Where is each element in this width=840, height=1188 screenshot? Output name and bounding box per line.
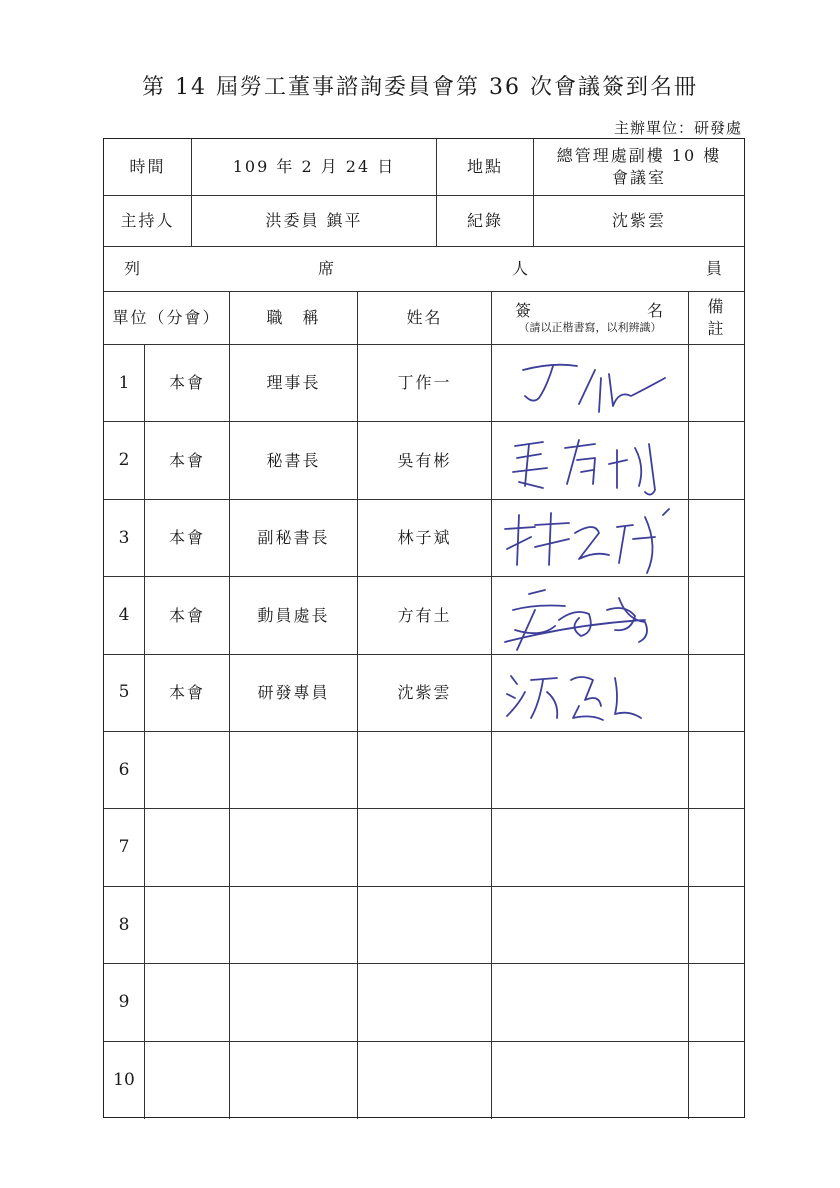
- signature-stroke: [607, 608, 635, 630]
- row-name: 方有土: [358, 577, 492, 654]
- column-header-remark: [689, 292, 744, 345]
- row-remark: [689, 1042, 744, 1119]
- row-number: 2: [104, 422, 145, 499]
- signature-stroke: [523, 365, 577, 370]
- signature-stroke: [529, 590, 545, 594]
- row-unit: [145, 1042, 230, 1119]
- place-value: [534, 139, 744, 196]
- signature-stroke: [573, 706, 603, 720]
- signature-stroke: [559, 612, 591, 636]
- row-title: [230, 809, 358, 886]
- signature-stroke: [645, 517, 653, 573]
- handwritten-signature: [495, 503, 685, 573]
- recorder-label: 紀錄: [437, 196, 534, 247]
- time-label: 時間: [104, 139, 192, 196]
- signature-stroke: [535, 539, 569, 547]
- column-header-title: 職 稱: [230, 292, 358, 345]
- row-remark: [689, 655, 744, 732]
- signature-stroke: [645, 444, 655, 495]
- row-number: 7: [104, 809, 145, 886]
- row-title: 副秘書長: [230, 500, 358, 577]
- row-remark: [689, 887, 744, 964]
- signature-stroke: [513, 468, 547, 472]
- row-title: 動員處長: [230, 577, 358, 654]
- row-title: [230, 964, 358, 1041]
- host-value: 洪委員 鎮平: [192, 196, 437, 247]
- row-remark: [689, 500, 744, 577]
- signature-stroke: [531, 678, 557, 680]
- row-number: 4: [104, 577, 145, 654]
- row-number: 1: [104, 345, 145, 422]
- remark-header-line2: 註: [707, 319, 726, 338]
- row-title: 秘書長: [230, 422, 358, 499]
- recorder-value: 沈紫雲: [534, 196, 744, 247]
- row-signature: [492, 577, 689, 654]
- row-unit: 本會: [145, 577, 230, 654]
- signature-stroke: [615, 678, 641, 718]
- attendees-header: [104, 247, 744, 292]
- row-signature: [492, 1042, 689, 1119]
- row-number: 10: [104, 1042, 145, 1119]
- row-name: 丁作一: [358, 345, 492, 422]
- row-number: 3: [104, 500, 145, 577]
- row-signature: [492, 732, 689, 809]
- row-signature: [492, 887, 689, 964]
- signature-stroke: [571, 677, 601, 706]
- signature-header-note: （請以正楷書寫，以利辨識）: [518, 321, 662, 335]
- row-name: [358, 809, 492, 886]
- signature-stroke: [579, 370, 595, 404]
- place-value-line2: 會議室: [611, 168, 666, 187]
- signature-stroke: [547, 692, 557, 718]
- signature-header-right: 名: [646, 300, 665, 320]
- row-name: 林子斌: [358, 500, 492, 577]
- time-value: 109 年 2 月 24 日: [192, 139, 437, 196]
- signature-stroke: [549, 513, 551, 565]
- signature-stroke: [517, 515, 519, 565]
- row-number: 5: [104, 655, 145, 732]
- column-header-unit: 單位（分會）: [104, 292, 230, 345]
- signature-stroke: [507, 537, 531, 549]
- signature-stroke: [609, 374, 665, 406]
- signature-stroke: [635, 448, 641, 486]
- signature-stroke: [507, 694, 515, 698]
- signature-stroke: [525, 444, 529, 486]
- row-name: 吳有彬: [358, 422, 492, 499]
- signature-stroke: [505, 527, 535, 529]
- attendees-header-char: 人: [511, 259, 530, 279]
- signature-stroke: [517, 610, 535, 650]
- signature-stroke: [599, 378, 601, 412]
- row-remark: [689, 809, 744, 886]
- row-title: 理事長: [230, 345, 358, 422]
- place-value-line1: 總管理處副樓 10 樓: [556, 146, 722, 166]
- remark-header-line1: 備: [707, 297, 726, 317]
- signature-stroke: [619, 527, 625, 563]
- page-title: 第 14 屆勞工董事諮詢委員會第 36 次會議簽到名冊: [142, 75, 698, 100]
- row-signature: [492, 500, 689, 577]
- row-title: [230, 887, 358, 964]
- host-label: 主持人: [104, 196, 192, 247]
- place-label: 地點: [437, 139, 534, 196]
- row-unit: [145, 887, 230, 964]
- handwritten-signature: [495, 348, 685, 418]
- row-unit: 本會: [145, 500, 230, 577]
- attendees-header-char: 席: [317, 259, 336, 279]
- row-number: 9: [104, 964, 145, 1041]
- signature-header-left: 簽: [515, 300, 534, 320]
- row-name: [358, 1042, 492, 1119]
- row-signature: [492, 655, 689, 732]
- signature-stroke: [517, 454, 541, 458]
- column-header-signature: [492, 292, 689, 345]
- attendees-header-char: 列: [124, 259, 143, 279]
- row-unit: 本會: [145, 345, 230, 422]
- row-title: 研發專員: [230, 655, 358, 732]
- row-remark: [689, 577, 744, 654]
- handwritten-signature: [495, 426, 685, 496]
- signature-stroke: [531, 680, 543, 718]
- row-name: [358, 964, 492, 1041]
- row-name: 沈紫雲: [358, 655, 492, 732]
- signature-stroke: [535, 523, 569, 525]
- row-signature: [492, 809, 689, 886]
- row-unit: [145, 732, 230, 809]
- row-unit: [145, 964, 230, 1041]
- row-signature: [492, 964, 689, 1041]
- row-unit: 本會: [145, 655, 230, 732]
- sign-in-sheet: [103, 138, 745, 1118]
- signature-stroke: [519, 482, 543, 488]
- handwritten-signature: [495, 658, 685, 728]
- organizer-label: 主辦單位：研發處: [613, 119, 742, 137]
- row-title: [230, 732, 358, 809]
- row-signature: [492, 422, 689, 499]
- signature-stroke: [581, 470, 593, 472]
- row-signature: [492, 345, 689, 422]
- row-title: [230, 1042, 358, 1119]
- row-remark: [689, 422, 744, 499]
- row-remark: [689, 345, 744, 422]
- signature-stroke: [565, 444, 595, 448]
- row-name: [358, 887, 492, 964]
- signature-stroke: [525, 366, 553, 401]
- handwritten-signature: [495, 580, 685, 650]
- row-remark: [689, 964, 744, 1041]
- row-unit: 本會: [145, 422, 230, 499]
- row-remark: [689, 732, 744, 809]
- signature-stroke: [513, 606, 565, 611]
- column-header-name: 姓名: [358, 292, 492, 345]
- row-number: 8: [104, 887, 145, 964]
- signature-stroke: [609, 460, 627, 464]
- row-number: 6: [104, 732, 145, 809]
- attendees-header-char: 員: [705, 259, 724, 279]
- signature-stroke: [575, 527, 609, 559]
- row-unit: [145, 809, 230, 886]
- signature-stroke: [663, 509, 669, 515]
- row-name: [358, 732, 492, 809]
- signature-stroke: [511, 676, 517, 684]
